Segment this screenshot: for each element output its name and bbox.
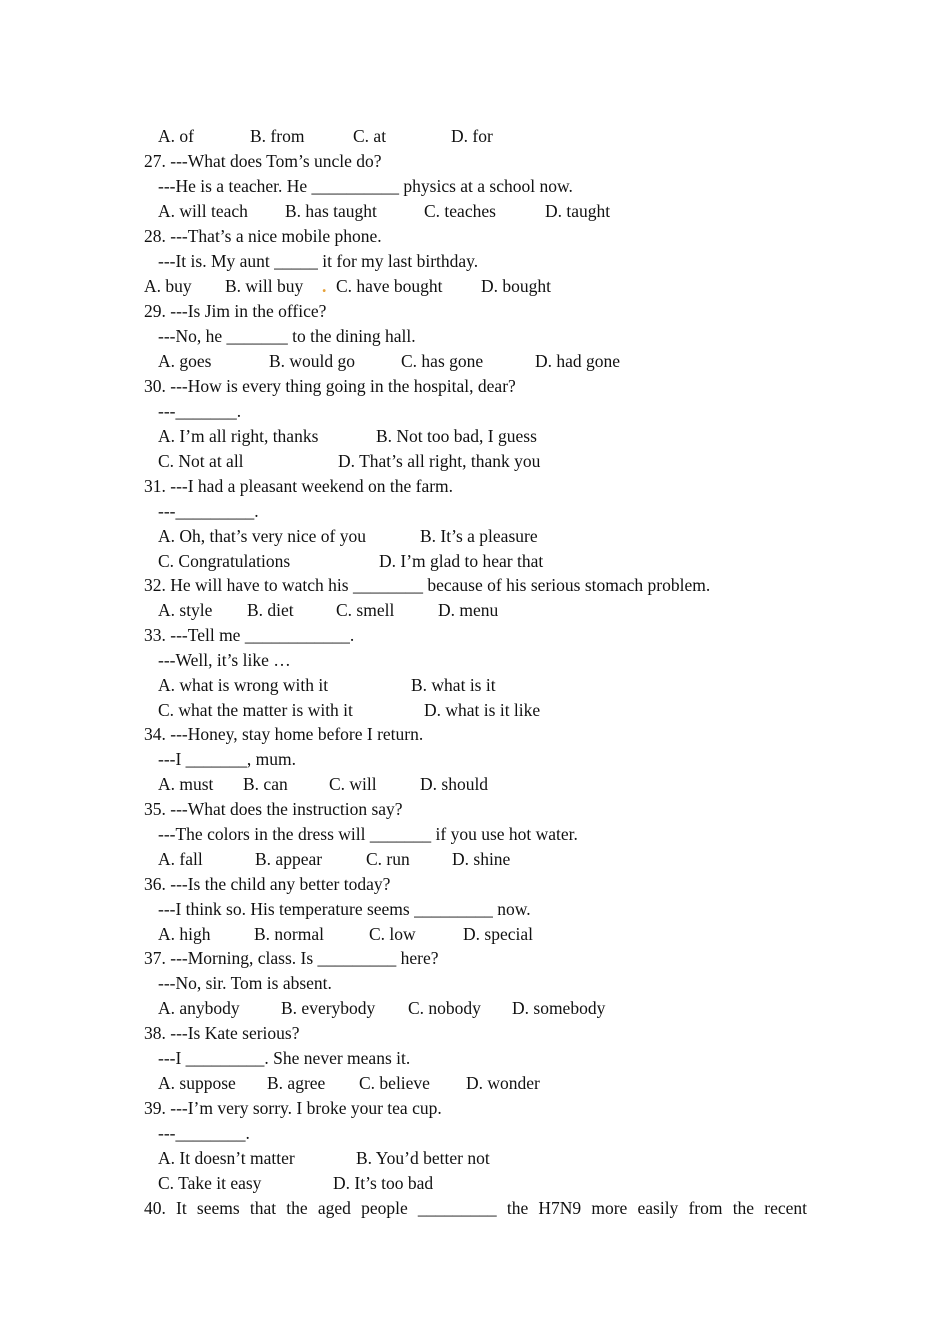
q29-options — [0, 349, 950, 373]
q36-option-d: D. special — [463, 924, 533, 944]
q30-stem: 30. ---How is every thing going in the hospital, dear? — [144, 376, 516, 396]
q37-option-b: B. everybody — [281, 998, 376, 1018]
q30-reply: ---_______. — [158, 401, 242, 421]
q37-reply: ---No, sir. Tom is absent. — [158, 973, 332, 993]
q35-option-d: D. shine — [452, 849, 511, 869]
q30-option-c: C. Not at all — [158, 451, 244, 471]
q38-stem: 38. ---Is Kate serious? — [144, 1023, 300, 1043]
q40-word: recent — [764, 1198, 807, 1218]
q34-options — [0, 772, 950, 796]
q38-reply: ---I _________. She never means it. — [158, 1048, 411, 1068]
q29-stem: 29. ---Is Jim in the office? — [144, 301, 327, 321]
q40-word: aged — [317, 1198, 351, 1218]
q40-word: It — [176, 1198, 187, 1218]
q26-options — [0, 124, 950, 148]
q40-word: seems — [196, 1198, 240, 1218]
q31-stem: 31. ---I had a pleasant weekend on the farm. — [144, 476, 454, 496]
q39-stem: 39. ---I’m very sorry. I broke your tea cup. — [144, 1098, 442, 1118]
q40-word: easily — [637, 1198, 679, 1218]
q33-stem: 33. ---Tell me ____________. — [144, 625, 355, 645]
q36-reply: ---I think so. His temperature seems _________ now. — [158, 899, 531, 919]
q31-reply: ---_________. — [158, 501, 259, 521]
q33-option-c: C. what the matter is with it — [158, 700, 353, 720]
q28-option-a: A. buy — [144, 276, 192, 296]
q37-options — [0, 996, 950, 1020]
q30-option-b: B. Not too bad, I guess — [376, 426, 537, 446]
q34-option-d: D. should — [420, 774, 489, 794]
q35-option-a: A. fall — [158, 849, 203, 869]
q28-option-c: C. have bought — [336, 276, 443, 296]
q40-word: the — [506, 1198, 529, 1218]
q28-option-d: D. bought — [481, 276, 551, 296]
q32-option-a: A. style — [158, 600, 213, 620]
q35-option-b: B. appear — [255, 849, 323, 869]
q29-option-b: B. would go — [269, 351, 356, 371]
q31-option-d: D. I’m glad to hear that — [379, 551, 544, 571]
q29-option-c: C. has gone — [401, 351, 484, 371]
q39-option-c: C. Take it easy — [158, 1173, 262, 1193]
q38-option-c: C. believe — [359, 1073, 430, 1093]
q39-option-a: A. It doesn’t matter — [158, 1148, 295, 1168]
q33-options-row1 — [0, 673, 950, 697]
q29-reply: ---No, he _______ to the dining hall. — [158, 326, 416, 346]
q40-stem — [144, 1196, 807, 1220]
q36-options — [0, 922, 950, 946]
q32-stem: 32. He will have to watch his ________ because of his serious stomach problem. — [144, 575, 711, 595]
q32-options — [0, 598, 950, 622]
q34-option-b: B. can — [243, 774, 288, 794]
q34-stem: 34. ---Honey, stay home before I return. — [144, 724, 424, 744]
q28-stem: 28. ---That’s a nice mobile phone. — [144, 226, 382, 246]
q30-options-row1 — [0, 424, 950, 448]
q36-stem: 36. ---Is the child any better today? — [144, 874, 391, 894]
q40-blank: _________ — [417, 1198, 497, 1218]
q35-options — [0, 847, 950, 871]
q39-options-row2 — [0, 1171, 950, 1195]
q40-word: that — [249, 1198, 277, 1218]
q30-option-d: D. That’s all right, thank you — [338, 451, 541, 471]
q40-word: more — [591, 1198, 628, 1218]
q39-option-b: B. You’d better not — [356, 1148, 490, 1168]
q33-reply: ---Well, it’s like … — [158, 650, 291, 670]
q34-reply: ---I _______, mum. — [158, 749, 297, 769]
q27-option-b: B. has taught — [285, 201, 377, 221]
q32-option-c: C. smell — [336, 600, 395, 620]
q36-option-b: B. normal — [254, 924, 324, 944]
q39-option-d: D. It’s too bad — [333, 1173, 434, 1193]
q34-option-a: A. must — [158, 774, 214, 794]
q32-option-b: B. diet — [247, 600, 294, 620]
q32-option-d: D. menu — [438, 600, 499, 620]
q26-option-c: C. at — [353, 126, 387, 146]
q26-option-a: A. of — [158, 126, 194, 146]
q31-option-a: A. Oh, that’s very nice of you — [158, 526, 367, 546]
q29-option-a: A. goes — [158, 351, 212, 371]
q28-options — [0, 274, 950, 298]
q26-option-b: B. from — [250, 126, 305, 146]
q28-orange-mark: . — [322, 276, 327, 296]
q38-option-b: B. agree — [267, 1073, 326, 1093]
q27-option-a: A. will teach — [158, 201, 248, 221]
q33-option-b: B. what is it — [411, 675, 496, 695]
q27-stem: 27. ---What does Tom’s uncle do? — [144, 151, 382, 171]
q31-option-c: C. Congratulations — [158, 551, 291, 571]
q33-option-a: A. what is wrong with it — [158, 675, 329, 695]
q40-word: the — [286, 1198, 308, 1218]
q37-option-a: A. anybody — [158, 998, 240, 1018]
q31-option-b: B. It’s a pleasure — [420, 526, 538, 546]
q40-word: the — [732, 1198, 755, 1218]
q39-options-row1 — [0, 1146, 950, 1170]
q35-option-c: C. run — [366, 849, 410, 869]
q33-options-row2 — [0, 698, 950, 722]
q30-option-a: A. I’m all right, thanks — [158, 426, 319, 446]
q27-option-c: C. teaches — [424, 201, 496, 221]
q27-reply: ---He is a teacher. He __________ physics at a school now. — [158, 176, 573, 196]
q31-options-row1 — [0, 524, 950, 548]
q40-word: people — [361, 1198, 408, 1218]
q36-option-a: A. high — [158, 924, 211, 944]
q35-reply: ---The colors in the dress will _______ if you use hot water. — [158, 824, 578, 844]
q39-reply: ---________. — [158, 1123, 250, 1143]
q31-options-row2 — [0, 549, 950, 573]
q38-option-d: D. wonder — [466, 1073, 540, 1093]
q34-option-c: C. will — [329, 774, 377, 794]
q27-options — [0, 199, 950, 223]
q40-word: from — [688, 1198, 723, 1218]
q40-word: 40. — [144, 1198, 166, 1218]
q26-option-d: D. for — [451, 126, 493, 146]
q28-reply: ---It is. My aunt _____ it for my last birthday. — [158, 251, 479, 271]
q35-stem: 35. ---What does the instruction say? — [144, 799, 403, 819]
q37-stem: 37. ---Morning, class. Is _________ here? — [144, 948, 439, 968]
q28-option-b: B. will buy — [225, 276, 304, 296]
q29-option-d: D. had gone — [535, 351, 621, 371]
q38-option-a: A. suppose — [158, 1073, 236, 1093]
q30-options-row2 — [0, 449, 950, 473]
q38-options — [0, 1071, 950, 1095]
q36-option-c: C. low — [369, 924, 416, 944]
q27-option-d: D. taught — [545, 201, 611, 221]
q33-option-d: D. what is it like — [424, 700, 541, 720]
q37-option-c: C. nobody — [408, 998, 481, 1018]
q40-word: H7N9 — [538, 1198, 582, 1218]
q37-option-d: D. somebody — [512, 998, 606, 1018]
